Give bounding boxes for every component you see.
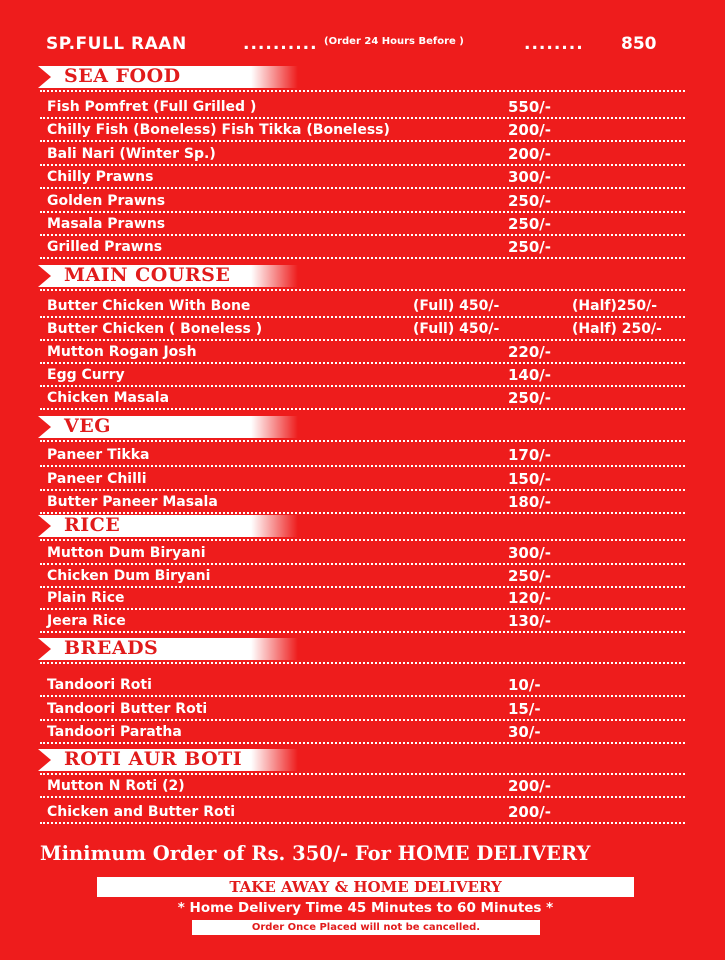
menu-item-row xyxy=(40,211,685,236)
menu-item-name: Fish Pomfret (Full Grilled ) xyxy=(47,99,257,115)
menu-item-price: 300/- xyxy=(508,168,552,187)
menu-item-name: Golden Prawns xyxy=(47,192,166,209)
special-item-dots-right: ........ xyxy=(524,34,584,54)
menu-item-price: 550/- xyxy=(508,98,552,116)
menu-item-row xyxy=(40,466,685,491)
cancellation-notice: Order Once Placed will not be cancelled. xyxy=(192,920,540,935)
menu-item-name: Paneer Chilli xyxy=(47,470,147,487)
section-title: RICE xyxy=(64,514,121,536)
menu-item-row xyxy=(40,316,685,341)
menu-item-price: 200/- xyxy=(508,121,552,140)
menu-item-price: 300/- xyxy=(508,544,552,562)
menu-item-row xyxy=(40,362,685,387)
menu-item-price: 10/- xyxy=(508,676,541,694)
menu-item-half-price: (Half) 250/- xyxy=(572,321,662,337)
delivery-time-text: * Home Delivery Time 45 Minutes to 60 Minutes * xyxy=(177,900,554,916)
menu-item-price: 250/- xyxy=(508,389,552,407)
section-arrow-icon xyxy=(38,749,51,771)
menu-item-price: 200/- xyxy=(508,777,552,795)
menu-item-name: Chicken and Butter Roti xyxy=(47,804,236,820)
section-arrow-icon xyxy=(38,265,51,287)
menu-item-row xyxy=(40,585,685,610)
menu-item-name: Tandoori Paratha xyxy=(47,724,182,741)
special-item-dots-left: .......... xyxy=(243,34,318,54)
section-header xyxy=(38,416,298,438)
menu-item-row xyxy=(40,540,685,565)
menu-item-row xyxy=(40,339,685,364)
takeaway-banner: TAKE AWAY & HOME DELIVERY xyxy=(97,877,634,897)
menu-item-name: Chilly Prawns xyxy=(47,169,154,186)
menu-item-row xyxy=(40,117,685,142)
section-title: MAIN COURSE xyxy=(64,264,231,286)
menu-item-row xyxy=(40,608,685,633)
menu-item-price: 140/- xyxy=(508,366,552,384)
menu-item-name: Mutton Rogan Josh xyxy=(47,344,197,360)
menu-item-row xyxy=(40,442,685,467)
menu-item-name: Chicken Masala xyxy=(47,390,170,406)
menu-item-price: 200/- xyxy=(508,803,552,821)
section-title: BREADS xyxy=(64,637,159,659)
menu-item-row xyxy=(40,773,685,798)
menu-item-name: Bali Nari (Winter Sp.) xyxy=(47,145,216,162)
menu-item-name: Chicken Dum Biryani xyxy=(47,567,211,584)
special-item-note: (Order 24 Hours Before ) xyxy=(324,36,464,47)
section-divider xyxy=(40,289,685,291)
menu-item-name: Butter Chicken ( Boneless ) xyxy=(47,321,263,337)
section-header xyxy=(38,749,298,771)
menu-item-row xyxy=(40,234,685,259)
section-header xyxy=(38,638,298,660)
menu-item-name: Tandoori Butter Roti xyxy=(47,700,208,717)
section-arrow-icon xyxy=(38,638,51,660)
section-header xyxy=(38,515,298,537)
menu-item-name: Chilly Fish (Boneless) Fish Tikka (Boneless) xyxy=(47,122,390,139)
menu-item-row xyxy=(40,696,685,721)
menu-item-row xyxy=(40,293,685,318)
section-title: SEA FOOD xyxy=(64,65,181,87)
menu-item-name: Jeera Rice xyxy=(47,612,126,629)
menu-item-row xyxy=(40,164,685,189)
menu-item-row xyxy=(40,141,685,166)
menu-item-half-price: (Half)250/- xyxy=(572,298,657,314)
menu-item-full-price: (Full) 450/- xyxy=(413,321,500,337)
menu-item-price: 250/- xyxy=(508,215,552,233)
menu-item-price: 120/- xyxy=(508,589,552,608)
menu-item-row xyxy=(40,489,685,514)
section-title: ROTI AUR BOTI xyxy=(64,748,243,770)
menu-item-name: Tandoori Roti xyxy=(47,677,152,693)
menu-item-price: 250/- xyxy=(508,191,552,210)
section-divider xyxy=(40,90,685,92)
menu-item-price: 170/- xyxy=(508,446,552,464)
section-divider xyxy=(40,662,685,664)
menu-item-full-price: (Full) 450/- xyxy=(413,298,500,314)
menu-item-price: 130/- xyxy=(508,611,552,630)
menu-item-name: Mutton Dum Biryani xyxy=(47,545,206,561)
menu-item-row xyxy=(40,672,685,697)
menu-item-name: Grilled Prawns xyxy=(47,239,163,256)
section-title: VEG xyxy=(64,415,111,437)
menu-item-name: Mutton N Roti (2) xyxy=(47,778,185,794)
section-arrow-icon xyxy=(38,66,51,88)
section-header xyxy=(38,66,298,88)
special-item-line xyxy=(46,34,676,60)
section-header xyxy=(38,265,298,287)
menu-item-price: 220/- xyxy=(508,343,552,361)
menu-item-name: Egg Curry xyxy=(47,367,125,383)
menu-item-name: Masala Prawns xyxy=(47,216,166,232)
menu-item-name: Paneer Tikka xyxy=(47,447,150,463)
menu-item-price: 200/- xyxy=(508,144,552,163)
menu-item-name: Butter Paneer Masala xyxy=(47,494,218,511)
special-item-name: SP.FULL RAAN xyxy=(46,34,187,54)
menu-item-price: 250/- xyxy=(508,566,552,585)
menu-item-row xyxy=(40,563,685,588)
minimum-order-text: Minimum Order of Rs. 350/- For HOME DELIVERY xyxy=(40,842,591,865)
section-arrow-icon xyxy=(38,515,51,537)
section-arrow-icon xyxy=(38,416,51,438)
menu-item-row xyxy=(40,799,685,824)
special-item-price: 850 xyxy=(621,34,657,54)
menu-item-price: 180/- xyxy=(508,493,552,512)
menu-item-name: Butter Chicken With Bone xyxy=(47,298,251,314)
menu-item-row xyxy=(40,94,685,119)
menu-item-price: 30/- xyxy=(508,723,541,742)
menu-item-price: 250/- xyxy=(508,238,552,257)
menu-item-price: 150/- xyxy=(508,469,552,488)
menu-item-price: 15/- xyxy=(508,699,541,718)
menu-item-row xyxy=(40,188,685,213)
menu-item-row xyxy=(40,719,685,744)
menu-item-row xyxy=(40,385,685,410)
menu-item-name: Plain Rice xyxy=(47,590,125,607)
